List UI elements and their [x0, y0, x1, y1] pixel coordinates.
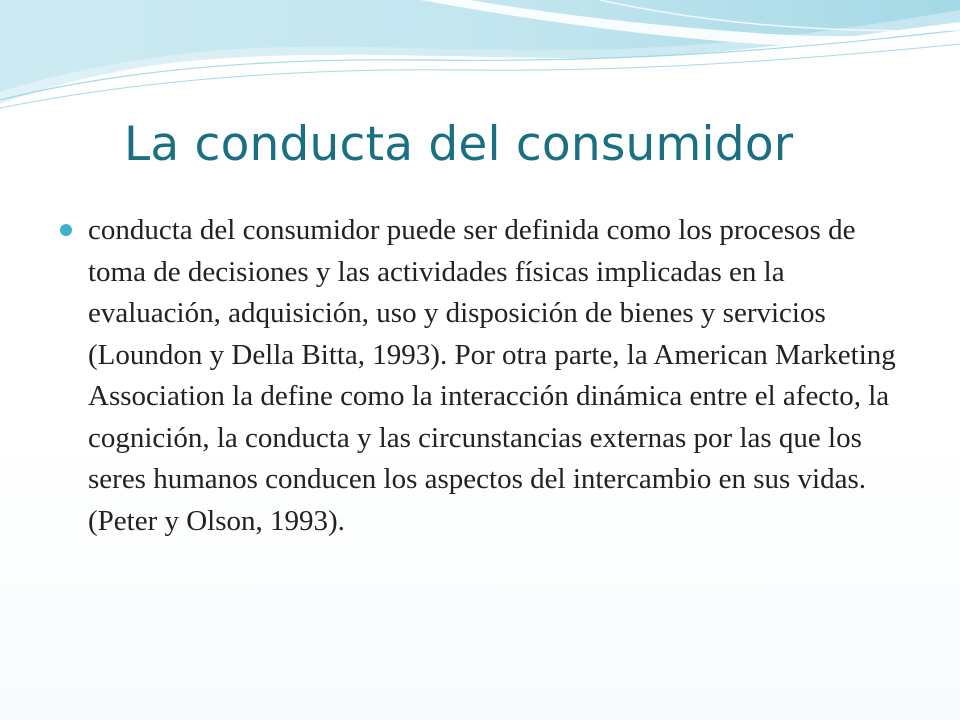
bullet-text: conducta del consumidor puede ser definida como los procesos de toma de decisiones y las actividades físicas implicadas en la evaluación, adquisición, uso y disposición de bienes y servicios (Loundon y Della Bitta, 1993). Por otra parte, la American Marketing Association la define como la interacción dinámica entre el afecto, la cognición, la conducta y las circunstancias externas por las que los seres humanos conducen los aspectos del intercambio en sus vidas. (Peter y Olson, 1993).: [88, 214, 896, 537]
bullet-item: [60, 210, 920, 542]
header-wave-front: [0, 0, 960, 92]
bullet-icon: [60, 224, 72, 236]
slide-title: La conducta del consumidor: [124, 117, 794, 172]
header-wave-decoration: [0, 0, 960, 120]
slide-content: [60, 210, 920, 542]
